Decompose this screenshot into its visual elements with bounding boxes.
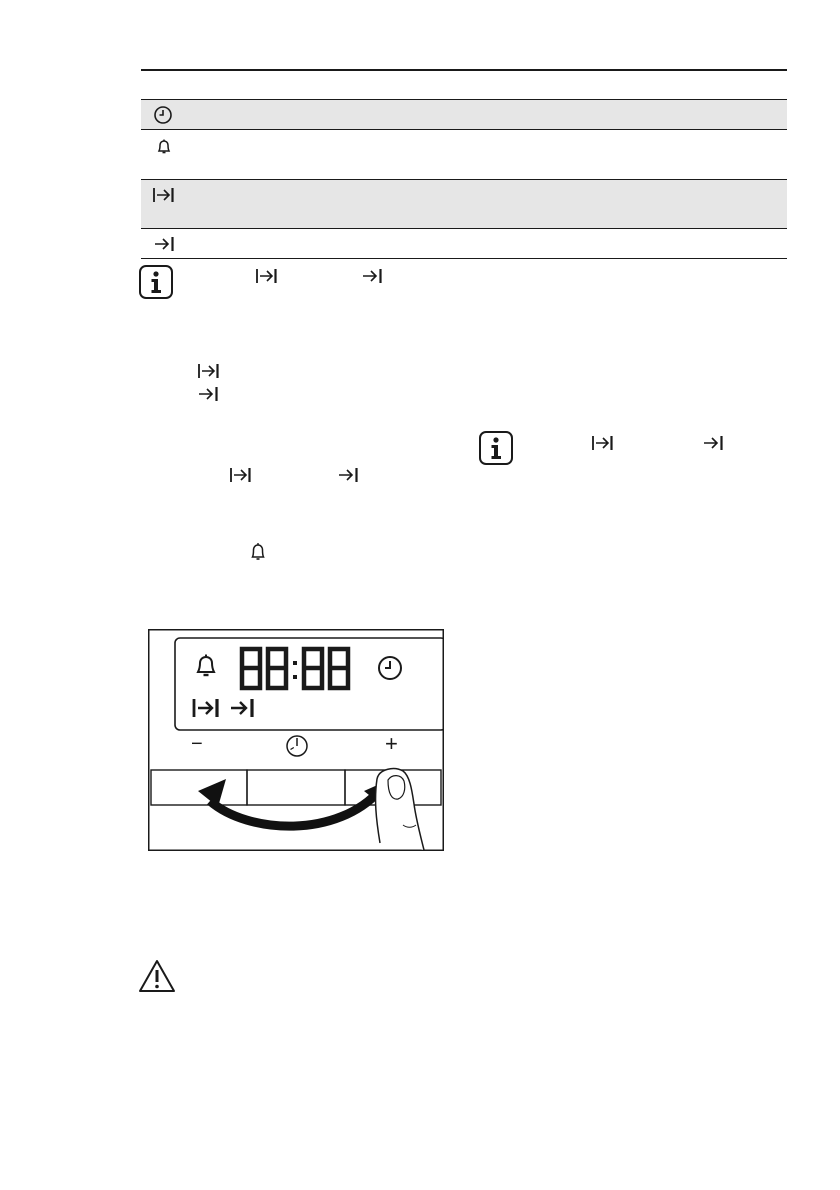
- duration-icon: [591, 434, 615, 452]
- duration-icon: [229, 466, 253, 484]
- table-divider: [141, 228, 787, 229]
- table-divider: [141, 99, 787, 100]
- duration-icon: [152, 186, 176, 204]
- end-icon: [702, 434, 726, 452]
- table-row-duration: [141, 180, 787, 229]
- info-icon: [478, 430, 514, 466]
- bell-icon: [248, 541, 268, 563]
- table-row-bell: [141, 130, 787, 180]
- bell-icon: [193, 652, 219, 680]
- table-row-clock: [141, 100, 787, 130]
- table-divider: [141, 129, 787, 130]
- duration-icon: [255, 267, 279, 285]
- segment-display-digits: [238, 646, 358, 697]
- end-icon: [197, 385, 221, 403]
- clock-button-icon: [285, 734, 309, 758]
- clock-icon: [377, 655, 403, 681]
- warning-icon: [137, 958, 177, 994]
- minus-sign: −: [191, 733, 203, 755]
- end-icon: [153, 235, 177, 253]
- table-divider: [141, 179, 787, 180]
- table-row-end: [141, 229, 787, 259]
- plus-sign: +: [385, 731, 398, 756]
- bell-icon: [154, 137, 174, 157]
- clock-icon: [153, 105, 173, 125]
- end-icon: [337, 466, 361, 484]
- table-divider: [141, 258, 787, 259]
- duration-icon: [197, 362, 221, 380]
- duration-icon: [191, 697, 221, 719]
- end-icon: [229, 697, 257, 719]
- info-icon: [138, 264, 174, 300]
- end-icon: [361, 267, 385, 285]
- table-top-border: [141, 69, 787, 71]
